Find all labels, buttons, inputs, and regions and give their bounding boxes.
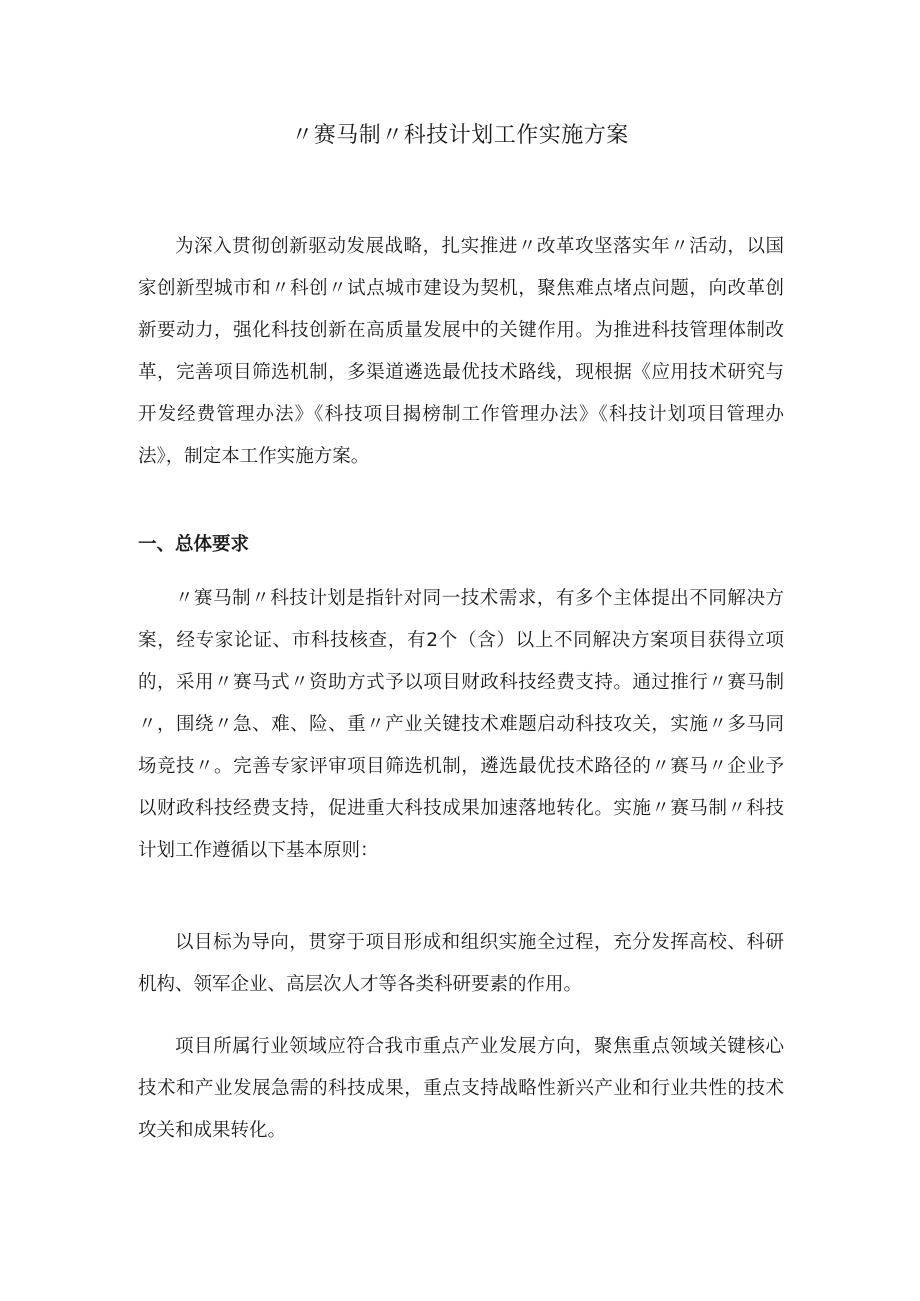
section1-paragraph-1: 〃赛马制〃科技计划是指针对同一技术需求，有多个主体提出不同解决方案，经专家论证、市科技核查，有2个（含）以上不同解决方案项目获得立项的，采用〃赛马式〃资助方式予以项目财政科技经费支持。通过推行〃赛马制〃，围绕〃急、难、险、重〃产业关键技术难题启动科技攻关，实施〃多马同场竞技〃。完善专家评审项目筛选机制，遴选最优技术路径的〃赛马〃企业予以财政科技经费支持，促进重大科技成果加速落地转化。实施〃赛马制〃科技计划工作遵循以下基本原则：: [138, 588, 784, 861]
section1-paragraph-3: 项目所属行业领域应符合我市重点产业发展方向，聚焦重点领域关键核心技术和产业发展急需的科技成果，重点支持战略性新兴产业和行业共性的技术攻关和成果转化。: [138, 1036, 784, 1141]
section1-paragraph-2: 以目标为导向，贯穿于项目形成和组织实施全过程，充分发挥高校、科研机构、领军企业、高层次人才等各类科研要素的作用。: [138, 932, 784, 995]
intro-paragraph: 为深入贯彻创新驱动发展战略，扎实推进〃改革攻坚落实年〃活动，以国家创新型城市和〃科创〃试点城市建设为契机，聚焦难点堵点问题，向改革创新要动力，强化科技创新在高质量发展中的关键作用。为推进科技管理体制改革，完善项目筛选机制，多渠道遴选最优技术路线，现根据《应用技术研究与开发经费管理办法》《科技项目揭榜制工作管理办法》《科技计划项目管理办法》，制定本工作实施方案。: [138, 236, 784, 467]
document-title: 〃赛马制〃科技计划工作实施方案: [291, 123, 629, 148]
section-heading-general-requirements: 一、总体要求: [138, 534, 250, 555]
